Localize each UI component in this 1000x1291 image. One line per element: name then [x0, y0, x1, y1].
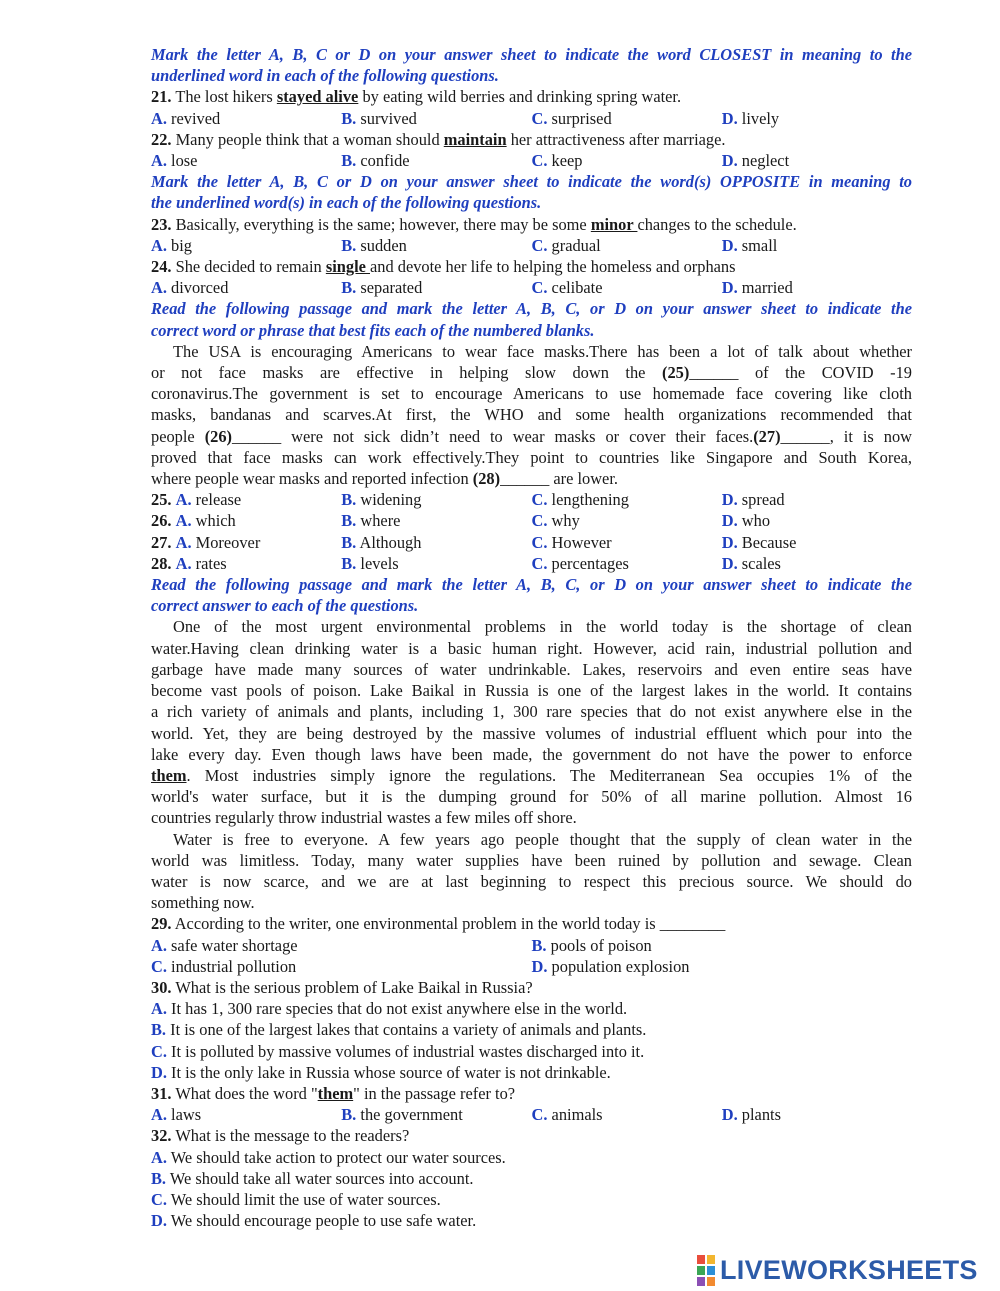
option-b[interactable]: B. levels — [341, 553, 399, 573]
question-24: 24. She decided to remain single and devote her life to helping the homeless and orphans — [151, 257, 736, 277]
worksheet-page — [151, 44, 912, 1231]
option-c[interactable]: C. We should limit the use of water sources. — [151, 1189, 441, 1209]
option-d[interactable]: D. We should encourage people to use safe water. — [151, 1211, 477, 1231]
option-d[interactable]: D. spread — [721, 490, 785, 510]
option-a[interactable]: A. big — [151, 235, 192, 255]
option-c[interactable]: C. why — [531, 511, 580, 531]
options-31 — [151, 1104, 912, 1125]
section-instruction-cloze-cont: correct word or phrase that best fits each of the numbered blanks. — [151, 320, 595, 340]
logo-square — [697, 1255, 705, 1264]
underlined-word: them — [317, 1083, 354, 1103]
option-c[interactable]: C. It is polluted by massive volumes of industrial wastes discharged into it. — [151, 1041, 645, 1061]
cloze-passage: The USA is encouraging Americans to wear face masks.There has been a lot of talk about whether or not face masks are effective in helping slow down the (25)______ of the COVID -19 coronavirus.The government is set to encourage Americans to use homemade face covering like cloth masks, bandanas and scarves.At first, the WHO and some health organizations recommended that people (26)______ were not sick didn’t need to wear masks or cover their faces.(27)______, it is now proved that face masks can work effectively.They point to countries like Singapore and South Korea, where people wear masks and reported infection (28)______ are lower. — [151, 341, 912, 489]
option-d[interactable]: D. plants — [721, 1105, 781, 1125]
option-b[interactable]: B. where — [341, 511, 401, 531]
option-c[interactable]: C. animals — [531, 1105, 603, 1125]
section-instruction-opposite-cont: the underlined word(s) in each of the following questions. — [151, 193, 542, 213]
option-c[interactable]: C. percentages — [531, 553, 629, 573]
option-c[interactable]: C. celibate — [531, 278, 603, 298]
section-instruction-cloze: Read the following passage and mark the letter A, B, C, or D on your answer sheet to indicate the — [151, 299, 912, 319]
option-a[interactable]: A. lose — [151, 151, 198, 171]
question-number: 21. — [151, 87, 172, 107]
option-d[interactable]: D. It is the only lake in Russia whose source of water is not drinkable. — [151, 1062, 611, 1082]
question-21: 21. The lost hikers stayed alive by eating wild berries and drinking spring water. — [151, 87, 682, 107]
underlined-word: them — [151, 765, 187, 785]
option-b[interactable]: B. the government — [341, 1105, 463, 1125]
option-a[interactable]: 26. A. which — [151, 511, 236, 531]
logo-square — [697, 1266, 705, 1275]
options-23 — [151, 235, 912, 256]
liveworksheets-logo[interactable] — [697, 1255, 978, 1286]
underlined-word: minor — [590, 214, 638, 234]
question-31: 31. What does the word "them" in the passage refer to? — [151, 1083, 516, 1103]
logo-square — [707, 1277, 715, 1286]
question-22: 22. Many people think that a woman should maintain her attractiveness after marriage. — [151, 129, 726, 149]
logo-square — [707, 1255, 715, 1264]
logo-text: LIVEWORKSHEETS — [720, 1255, 978, 1285]
options-24 — [151, 277, 912, 298]
option-d[interactable]: D. married — [721, 278, 793, 298]
question-30: 30. What is the serious problem of Lake Baikal in Russia? — [151, 977, 533, 997]
option-b[interactable]: B. widening — [341, 490, 422, 510]
question-number: 24. — [151, 257, 172, 277]
option-a[interactable]: A. laws — [151, 1105, 202, 1125]
section-instruction-reading: Read the following passage and mark the letter A, B, C, or D on your answer sheet to indicate the — [151, 575, 912, 595]
option-c[interactable]: C. lengthening — [531, 490, 629, 510]
option-b[interactable]: B. Although — [341, 532, 422, 552]
option-c[interactable]: C. keep — [531, 151, 583, 171]
question-number: 22. — [151, 129, 172, 149]
question-29: 29. According to the writer, one environmental problem in the world today is ________ — [151, 914, 726, 934]
options-29-row2 — [151, 956, 912, 977]
option-b[interactable]: B. sudden — [341, 235, 407, 255]
question-number: 23. — [151, 214, 172, 234]
option-a[interactable]: 27. A. Moreover — [151, 532, 261, 552]
option-b[interactable]: B. survived — [341, 108, 417, 128]
option-b[interactable]: B. pools of poison — [531, 935, 652, 955]
underlined-word: single — [325, 257, 370, 277]
option-d[interactable]: D. small — [721, 235, 778, 255]
option-b[interactable]: B. confide — [341, 151, 410, 171]
option-b[interactable]: B. separated — [341, 278, 423, 298]
question-32: 32. What is the message to the readers? — [151, 1126, 410, 1146]
options-22 — [151, 150, 912, 171]
option-a[interactable]: 28. A. rates — [151, 553, 227, 573]
option-b[interactable]: B. We should take all water sources into account. — [151, 1168, 474, 1188]
options-21 — [151, 108, 912, 129]
option-d[interactable]: D. scales — [721, 553, 781, 573]
option-d[interactable]: D. Because — [721, 532, 797, 552]
section-instruction-closest: Mark the letter A, B, C or D on your answer sheet to indicate the word CLOSEST in meaning to the — [151, 45, 912, 64]
options-26 — [151, 510, 912, 531]
logo-square — [707, 1266, 715, 1275]
options-25 — [151, 489, 912, 510]
option-a[interactable]: A. revived — [151, 108, 221, 128]
option-d[interactable]: D. lively — [721, 108, 780, 128]
options-28 — [151, 553, 912, 574]
option-a[interactable]: 25. A. release — [151, 490, 242, 510]
section-instruction-opposite: Mark the letter A, B, C or D on your answer sheet to indicate the word(s) OPPOSITE in meaning to — [151, 172, 912, 192]
option-d[interactable]: D. neglect — [721, 151, 790, 171]
option-c[interactable]: C. industrial pollution — [151, 956, 297, 976]
section-instruction-closest-cont: underlined word in each of the following questions. — [151, 66, 499, 86]
option-c[interactable]: C. gradual — [531, 235, 601, 255]
underlined-word: stayed alive — [276, 87, 359, 107]
option-c[interactable]: C. surprised — [531, 108, 612, 128]
options-29-row1 — [151, 935, 912, 956]
logo-square — [697, 1277, 705, 1286]
option-d[interactable]: D. population explosion — [531, 956, 690, 976]
question-23: 23. Basically, everything is the same; however, there may be some minor changes to the schedule. — [151, 214, 797, 234]
option-b[interactable]: B. It is one of the largest lakes that contains a variety of animals and plants. — [151, 1020, 647, 1040]
option-c[interactable]: C. However — [531, 532, 612, 552]
logo-mark-icon — [697, 1255, 715, 1286]
option-d[interactable]: D. who — [721, 511, 771, 531]
reading-passage: One of the most urgent environmental problems in the world today is the shortage of clean water.Having clean drinking water is a basic human right. However, acid rain, industrial pollution and garbage have made many sources of water undrinkable. Lakes, reservoirs and even entire seas have become vast pools of poison. Lake Baikal in Russia is one of the largest lakes in the world. It contains a rich variety of animals and plants, including 1, 300 rare species that do not exist anywhere else in the world. Yet, they are being destroyed by the massive volumes of industrial effluent which pour into the lake every day. Even though laws have been made, the government do not have the power to enforce them. Most industries simply ignore the regulations. The Mediterranean Sea occupies 1% of the world's water surface, but it is the dumping ground for 50% of all marine pollution. Almost 16 countries regularly throw industrial wastes a few miles off shore. Water is free to everyone. A few years ago people thought that the supply of clean water in the world was limitless. Today, many water supplies have been ruined by pollution and sewage. Clean water is now scarce, and we are at last beginning to respect this precious source. We should do something now. — [151, 617, 912, 913]
options-27 — [151, 532, 912, 553]
option-a[interactable]: A. It has 1, 300 rare species that do not exist anywhere else in the world. — [151, 999, 628, 1019]
option-a[interactable]: A. We should take action to protect our water sources. — [151, 1147, 506, 1167]
option-a[interactable]: A. divorced — [151, 278, 229, 298]
option-a[interactable]: A. safe water shortage — [151, 935, 298, 955]
underlined-word: maintain — [443, 129, 507, 149]
section-instruction-reading-cont: correct answer to each of the questions. — [151, 596, 419, 616]
